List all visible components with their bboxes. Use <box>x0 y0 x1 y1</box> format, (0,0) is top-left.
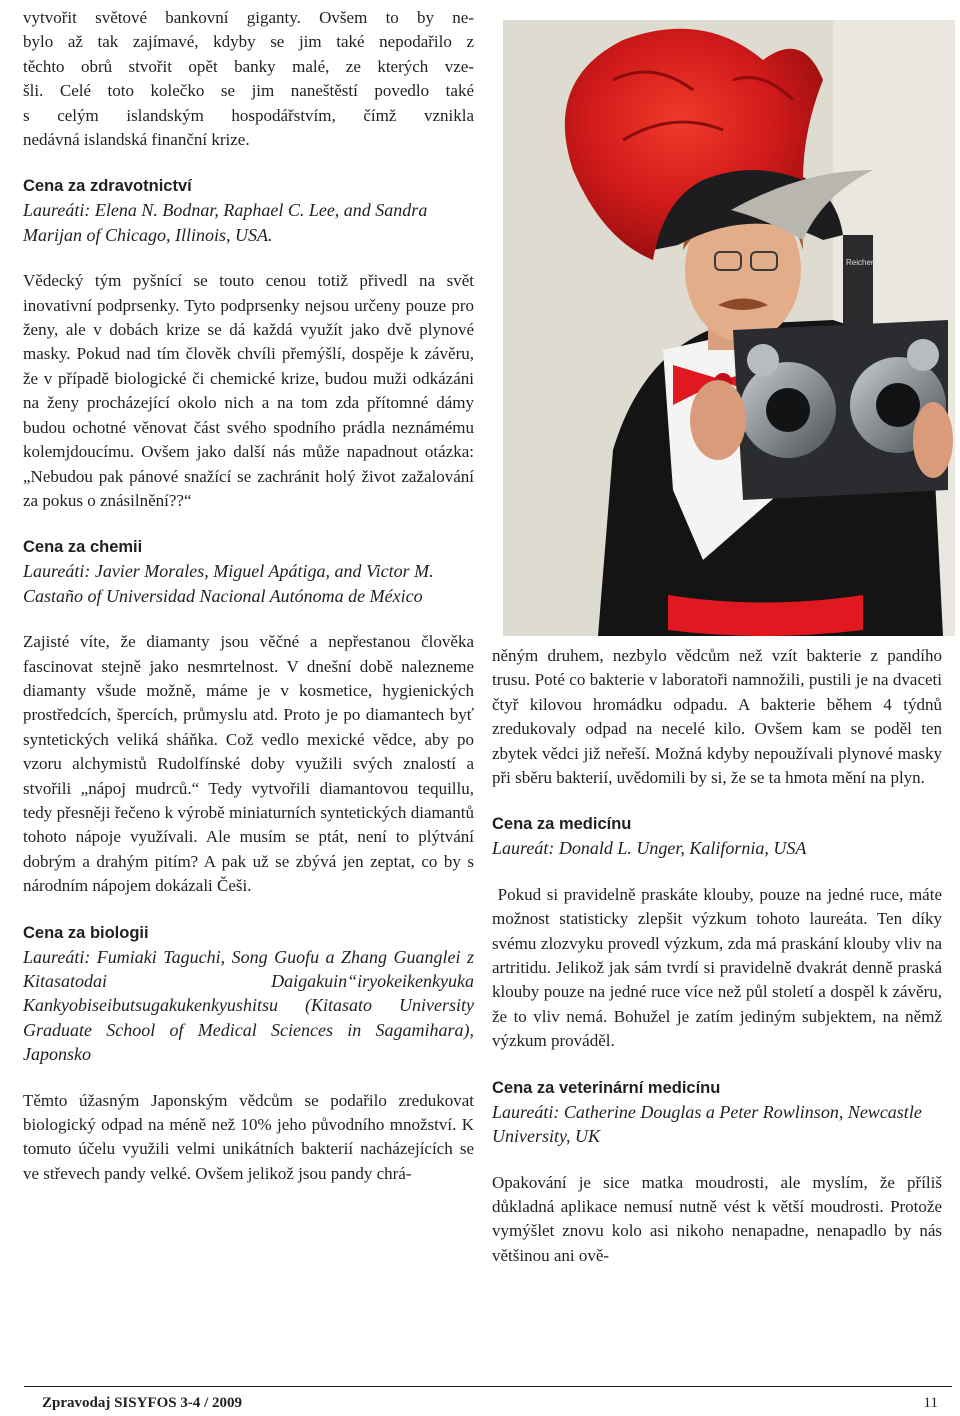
medicine-heading: Cena za medicínu <box>492 815 632 834</box>
intro-line: šli. Celé toto kolečko se jim naneštěstí povedlo také <box>23 81 474 101</box>
intro-line: těchto obrů stvořit opět banky malé, ze kterých vze- <box>23 56 474 76</box>
intro-line: bylo až tak zajímavé, kdyby se jim také nepodařilo z <box>23 32 474 52</box>
article-photo <box>503 20 955 636</box>
health-text: Vědecký tým pyšnící se touto cenou totiž přivedl na svět inovativní podprsenky. Tyto podprsenky nejsou určeny pouze pro ženy, ale v dobách krize se dá každá využít jako dvě plynové masky. Pokud nad tím člověk chvíli přemýšlí, dospěje k závěru, že v případě biologické či chemické krize, budou muži odkázáni na ženy procházející okolo nich a na tom zda přítomné dámy budou ochotné věnovat část svého spodního prádla neznámému kolemjdoucímu. Ovšem jako další nás může napadnout otázka: „Nebudou pak pánové snažící se zachránit holý život zažalování za pokus o znásilnění??“ <box>23 271 474 510</box>
phoropter-brand: Reichert <box>846 258 876 267</box>
health-heading: Cena za zdravotnictví <box>23 177 192 196</box>
intro-line: s celým islandským hospodářstvím, čímž vznikla <box>23 105 474 125</box>
medicine-text: Pokud si pravidelně praskáte klouby, pouze na jedné ruce, máte možnost statisticky zlepšit výzkum tohoto laureáta. Ten díky svému zlozvyku provedl výzkum, zda má praskání klouby vliv na artritidu. Jelikož jak sám tvrdí si pravidelně dvakrát denně praská klouby pouze na jedné ruce více než půl století a dospěl k závěru, že to vliv nemá. Bohužel je zatím jediným subjektem, na němž výzkum prováděl. <box>492 884 947 1051</box>
footer-divider <box>24 1386 952 1387</box>
vet-laureates: Laureáti: Catherine Douglas a Peter Rowlinson, Newcastle University, UK <box>492 1101 922 1147</box>
footer-title: Zpravodaj SISYFOS 3-4 / 2009 <box>42 1395 243 1411</box>
chemistry-laureates: Laureáti: Javier Morales, Miguel Apátiga, and Victor M. Castaño of Universidad Nacional Autónoma de México <box>23 561 434 606</box>
biology-continuation: něným druhem, nezbylo vědcům než vzít bakterie z pandího trusu. Poté co bakterie v laboratoři namnožili, pustili je na dvaceti čtyř kilovou hromádku odpadu. A bakterie během 4 týdnů zredukovaly odpad na necelé kilo. Ovšem kam se poděl ten zbytek vědci již neřeší. Možná kdyby nepoužívali plynové masky při sběru bakterií, uvědomili by si, že se ta hmota mění na plyn. <box>492 646 942 788</box>
health-laureates: Laureáti: Elena N. Bodnar, Raphael C. Lee, and Sandra Marijan of Chicago, Illinois, USA. <box>23 200 428 245</box>
intro-line: vytvořit světové bankovní giganty. Ovšem to by ne- <box>23 8 474 27</box>
photo-man-feather-helmet-icon <box>503 20 955 636</box>
chemistry-text: Zajisté víte, že diamanty jsou věčné a nepřestanou člověka fascinovat stejně jako nesmrtelnost. V dnešní době nalezneme diamanty všude možně, máme je v kosmetice, hygienických prostředcích, špercích, průmyslu atd. Proto je po diamantech byť syntetických veliká sháňka. Což vedlo mexické vědce, aby po vzoru alchymistů Rudolfínské doby využili svých znalostí a stvořili „nápoj mudrců.“ Tedy vytvořili diamantovou tequillu, tedy přesněji řečeno k výrobě miniaturních syntetických diamantů tohoto nápoje využívali. Ale musím se ptát, není to plýtvání dobrým a drahým pitím? A pak už se zbývá jen zeptat, co by s národním nápojem dokázali Češi. <box>23 632 474 896</box>
vet-text: Opakování je sice matka moudrosti, ale myslím, že příliš důkladná aplikace nemusí nutně vést k větší moudrosti. Protože vymýšlet znovu kolo asi nikoho nenapadne, nenapadlo by nás většinou ani ově- <box>492 1172 942 1265</box>
right-column <box>492 644 947 1268</box>
page-number: 11 <box>923 1395 938 1411</box>
biology-text: Těmto úžasným Japonským vědcům se podařilo zredukovat biologický odpad na méně než 10% jeho původního množství. K tomuto účelu využili velmi unikátních bakterií nacházejících se ve střevech pandy velké. Ovšem jelikož jsou pandy chrá- <box>23 1090 474 1183</box>
biology-heading: Cena za biologii <box>23 923 149 942</box>
intro-paragraph <box>23 6 474 152</box>
chemistry-heading: Cena za chemii <box>23 538 143 557</box>
vet-heading: Cena za veterinární medicínu <box>492 1078 721 1097</box>
left-column <box>23 6 474 1186</box>
medicine-laureates: Laureát: Donald L. Unger, Kalifornia, USA <box>492 838 807 859</box>
intro-line: nedávná islandská finanční krize. <box>23 130 250 150</box>
biology-laureates: Laureáti: Fumiaki Taguchi, Song Guofu a Zhang Guanglei z Kitasatodai Daigakuin“iryokeikenkyuka Kankyobiseibutsugakukenkyushitsu (Kitasato University Graduate School of Medical Sciences in Sagamihara), Japonsko <box>23 946 474 1065</box>
